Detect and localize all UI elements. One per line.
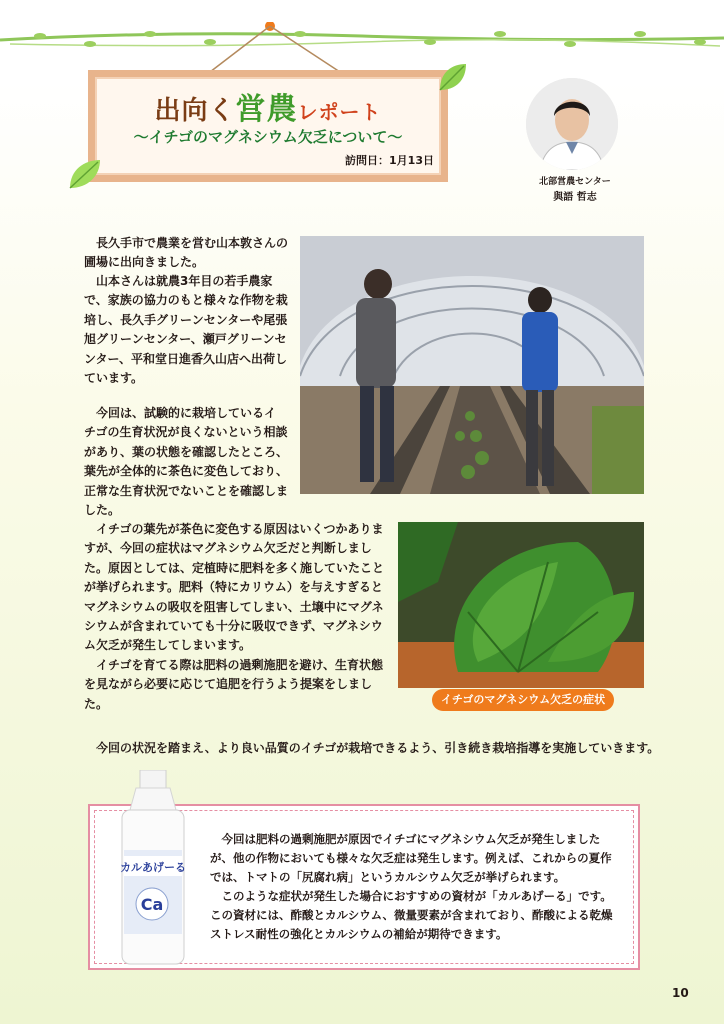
info-paragraph: 今回は肥料の過剰施肥が原因でイチゴにマグネシウム欠乏が発生しましたが、他の作物においても様々な欠乏症は発生します。例えば、これからの夏作では、トマトの「尻腐れ病」というカルシウム欠乏が挙げられます。 — [210, 832, 612, 884]
info-box-text — [210, 830, 620, 944]
body-paragraph: イチゴを育てる際は肥料の過剰施肥を避け、生育状態を見ながら必要に応じて追肥を行うよう提案をしました。 — [84, 658, 384, 711]
title-sign — [88, 70, 448, 182]
body-paragraph: 長久手市で農業を営む山本敦さんの圃場に出向きました。 — [84, 236, 289, 270]
photo-caption: イチゴのマグネシウム欠乏の症状 — [432, 689, 614, 711]
info-paragraph: このような症状が発生した場合におすすめの資材が「カルあげーる」です。この資材には、酢酸とカルシウム、微量要素が含まれており、酢酸による乾燥ストレス耐性の強化とカルシウムの補給が期待できます。 — [210, 889, 613, 941]
title-part-3: レポート — [297, 100, 382, 124]
visit-date: 訪問日：1月13日 — [345, 154, 434, 167]
leaf-icon — [436, 60, 470, 94]
bottle-symbol: Ca — [140, 895, 164, 914]
page-title — [88, 84, 448, 128]
closing-statement: 今回の状況を踏まえ、より良い品質のイチゴが栽培できるよう、引き続き栽培指導を実施していきます。 — [96, 741, 660, 755]
bottle-label: カルあげーる — [120, 861, 186, 874]
strawberry-leaf-photo — [398, 522, 644, 688]
page-subtitle: 〜イチゴのマグネシウム欠乏について〜 — [133, 128, 403, 146]
sign-strings — [200, 26, 350, 74]
body-paragraph: イチゴの葉先が茶色に変色する原因はいくつかありますが、今回の症状はマグネシウム欠乏だと判断しました。原因としては、定植時に肥料を多く施していたことが挙げられます。肥料（特にカリウム）を与えすぎるとマグネシウムの吸収を阻害してしまい、土壌中にマグネシウムが含まれていても十分に吸収できず、マグネシウム欠乏が発生してしまいます。 — [84, 522, 385, 653]
body-paragraph: 山本さんは就農3年目の若手農家で、家族の協力のもと様々な作物を栽培し、長久手グリーンセンターや尾張旭グリーンセンター、瀬戸グリーンセンター、平和堂日進香久山店へ出荷しています。 — [84, 274, 288, 386]
title-part-2: 営農 — [235, 92, 298, 127]
staff-avatar — [526, 78, 618, 170]
title-part-1: 出向く — [154, 96, 236, 126]
vine-decoration — [0, 22, 724, 62]
page-number: 10 — [672, 986, 689, 1000]
staff-org: 北部営農センター — [539, 177, 611, 187]
body-paragraph: 今回は、試験的に栽培しているイチゴの生育状況が良くないという相談があり、葉の状態を確認したところ、葉先が全体的に茶色に変色しており、正常な生育状況でないことを確認しました。 — [84, 406, 289, 518]
staff-name: 與語 哲志 — [553, 192, 597, 203]
greenhouse-photo — [300, 236, 644, 494]
fertilizer-bottle-image — [112, 770, 194, 966]
leaf-icon — [64, 154, 104, 194]
